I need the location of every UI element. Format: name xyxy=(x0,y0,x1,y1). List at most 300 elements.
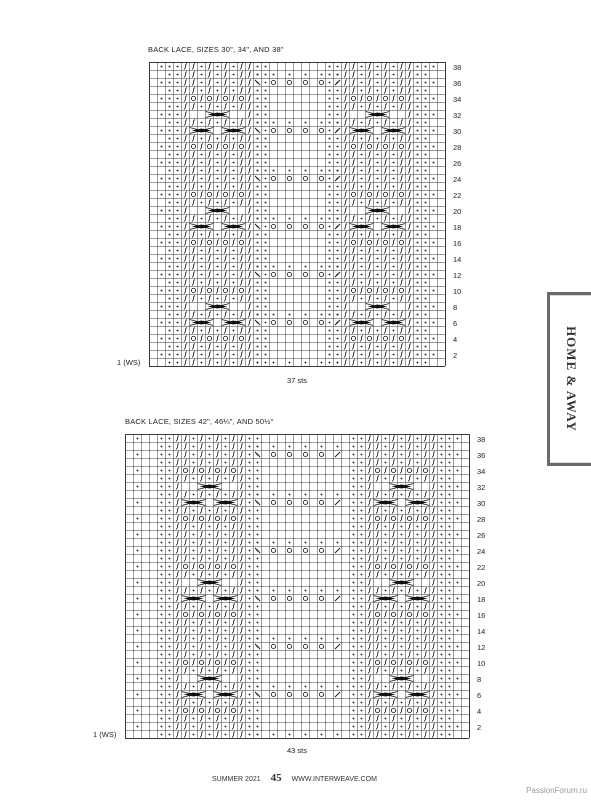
twisted-stitch-symbol xyxy=(224,176,227,182)
row-number: 34 xyxy=(453,95,462,104)
purl-dot-symbol xyxy=(393,266,395,268)
purl-dot-symbol xyxy=(265,322,267,324)
purl-dot-symbol xyxy=(137,598,139,600)
twisted-stitch-symbol xyxy=(200,476,203,482)
twisted-stitch-symbol xyxy=(240,72,243,78)
purl-dot-symbol xyxy=(449,590,451,592)
twisted-stitch-symbol xyxy=(360,144,363,150)
twisted-stitch-symbol xyxy=(240,668,243,674)
purl-dot-symbol xyxy=(385,534,387,536)
yarnover-symbol xyxy=(319,224,323,228)
purl-dot-symbol xyxy=(225,478,227,480)
twisted-stitch-symbol xyxy=(184,604,187,610)
twisted-stitch-symbol xyxy=(368,644,371,650)
twisted-stitch-symbol xyxy=(248,256,251,262)
purl-dot-symbol xyxy=(161,542,163,544)
purl-dot-symbol xyxy=(361,654,363,656)
purl-dot-symbol xyxy=(169,670,171,672)
twisted-stitch-symbol xyxy=(408,264,411,270)
twisted-stitch-symbol xyxy=(352,256,355,262)
twisted-stitch-symbol xyxy=(408,216,411,222)
yarnover-symbol xyxy=(383,144,387,148)
yarnover-symbol xyxy=(239,96,243,100)
purl-dot-symbol xyxy=(441,654,443,656)
twisted-stitch-symbol xyxy=(192,160,195,166)
twisted-stitch-symbol xyxy=(200,444,203,450)
twisted-stitch-symbol xyxy=(208,72,211,78)
twisted-stitch-symbol xyxy=(424,700,427,706)
purl-dot-symbol xyxy=(305,266,307,268)
purl-dot-symbol xyxy=(385,446,387,448)
twisted-stitch-symbol xyxy=(352,200,355,206)
yarnover-symbol xyxy=(287,692,291,696)
twisted-stitch-symbol xyxy=(248,120,251,126)
purl-dot-symbol xyxy=(417,670,419,672)
purl-dot-symbol xyxy=(441,630,443,632)
twisted-stitch-symbol xyxy=(424,628,427,634)
purl-dot-symbol xyxy=(265,170,267,172)
purl-dot-symbol xyxy=(169,186,171,188)
twisted-stitch-symbol xyxy=(344,208,347,214)
purl-dot-symbol xyxy=(137,662,139,664)
twisted-stitch-symbol xyxy=(344,88,347,94)
purl-dot-symbol xyxy=(177,146,179,148)
yarnover-symbol xyxy=(367,96,371,100)
twisted-stitch-symbol xyxy=(216,460,219,466)
twisted-stitch-symbol xyxy=(184,436,187,442)
purl-dot-symbol xyxy=(425,258,427,260)
twisted-stitch-symbol xyxy=(232,604,235,610)
yarnover-symbol xyxy=(287,80,291,84)
twisted-stitch-symbol xyxy=(400,360,403,366)
purl-dot-symbol xyxy=(289,638,291,640)
twisted-stitch-symbol xyxy=(240,572,243,578)
twisted-stitch-symbol xyxy=(200,668,203,674)
purl-dot-symbol xyxy=(417,322,419,324)
decrease-symbol xyxy=(335,500,340,505)
purl-dot-symbol xyxy=(177,226,179,228)
twisted-stitch-symbol xyxy=(408,312,411,318)
purl-dot-symbol xyxy=(401,606,403,608)
purl-dot-symbol xyxy=(177,258,179,260)
purl-dot-symbol xyxy=(441,710,443,712)
purl-dot-symbol xyxy=(169,210,171,212)
purl-dot-symbol xyxy=(417,82,419,84)
twisted-stitch-symbol xyxy=(408,184,411,190)
twisted-stitch-symbol xyxy=(368,556,371,562)
yarnover-symbol xyxy=(191,336,195,340)
purl-dot-symbol xyxy=(361,258,363,260)
twisted-stitch-symbol xyxy=(240,492,243,498)
twisted-stitch-symbol xyxy=(224,136,227,142)
twisted-stitch-symbol xyxy=(176,708,179,714)
purl-dot-symbol xyxy=(169,74,171,76)
purl-dot-symbol xyxy=(193,550,195,552)
twisted-stitch-symbol xyxy=(176,508,179,514)
purl-dot-symbol xyxy=(233,354,235,356)
purl-dot-symbol xyxy=(177,202,179,204)
decrease-symbol xyxy=(335,272,340,277)
purl-dot-symbol xyxy=(353,494,355,496)
twisted-stitch-symbol xyxy=(224,120,227,126)
purl-dot-symbol xyxy=(169,510,171,512)
twisted-stitch-symbol xyxy=(232,492,235,498)
purl-dot-symbol xyxy=(233,66,235,68)
purl-dot-symbol xyxy=(257,686,259,688)
decrease-symbol xyxy=(335,452,340,457)
decrease-symbol xyxy=(335,548,340,553)
footer-page-number: 45 xyxy=(270,772,282,784)
twisted-stitch-symbol xyxy=(240,524,243,530)
purl-dot-symbol xyxy=(457,630,459,632)
purl-dot-symbol xyxy=(273,314,275,316)
twisted-stitch-symbol xyxy=(384,160,387,166)
twisted-stitch-symbol xyxy=(208,200,211,206)
twisted-stitch-symbol xyxy=(368,280,371,286)
twisted-stitch-symbol xyxy=(224,328,227,334)
yarnover-symbol xyxy=(367,240,371,244)
twisted-stitch-symbol xyxy=(240,272,243,278)
twisted-stitch-symbol xyxy=(432,492,435,498)
twisted-stitch-symbol xyxy=(224,232,227,238)
purl-dot-symbol xyxy=(417,114,419,116)
purl-dot-symbol xyxy=(177,74,179,76)
twisted-stitch-symbol xyxy=(432,668,435,674)
purl-dot-symbol xyxy=(193,646,195,648)
purl-dot-symbol xyxy=(265,154,267,156)
twisted-stitch-symbol xyxy=(216,524,219,530)
yarnover-symbol xyxy=(287,452,291,456)
purl-dot-symbol xyxy=(337,66,339,68)
twisted-stitch-symbol xyxy=(432,572,435,578)
purl-dot-symbol xyxy=(193,734,195,736)
purl-dot-symbol xyxy=(417,606,419,608)
purl-dot-symbol xyxy=(217,282,219,284)
twisted-stitch-symbol xyxy=(408,644,411,650)
twisted-stitch-symbol xyxy=(184,336,187,342)
twisted-stitch-symbol xyxy=(184,152,187,158)
purl-dot-symbol xyxy=(337,122,339,124)
row-number: 8 xyxy=(453,303,458,312)
purl-dot-symbol xyxy=(169,226,171,228)
purl-dot-symbol xyxy=(233,138,235,140)
purl-dot-symbol xyxy=(161,734,163,736)
twisted-stitch-symbol xyxy=(184,320,187,326)
twisted-stitch-symbol xyxy=(352,360,355,366)
purl-dot-symbol xyxy=(417,654,419,656)
twisted-stitch-symbol xyxy=(184,128,187,134)
purl-dot-symbol xyxy=(321,638,323,640)
twisted-stitch-symbol xyxy=(400,468,403,474)
twisted-stitch-symbol xyxy=(184,192,187,198)
row-number: 36 xyxy=(477,451,486,460)
purl-dot-symbol xyxy=(257,558,259,560)
twisted-stitch-symbol xyxy=(184,160,187,166)
purl-dot-symbol xyxy=(137,534,139,536)
purl-dot-symbol xyxy=(377,74,379,76)
twisted-stitch-symbol xyxy=(368,716,371,722)
yarnover-symbol xyxy=(319,548,323,552)
twisted-stitch-symbol xyxy=(232,144,235,150)
purl-dot-symbol xyxy=(433,178,435,180)
twisted-stitch-symbol xyxy=(176,468,179,474)
purl-dot-symbol xyxy=(193,638,195,640)
purl-dot-symbol xyxy=(305,362,307,364)
twisted-stitch-symbol xyxy=(344,144,347,150)
twisted-stitch-symbol xyxy=(184,72,187,78)
twisted-stitch-symbol xyxy=(408,200,411,206)
purl-dot-symbol xyxy=(137,550,139,552)
twisted-stitch-symbol xyxy=(184,280,187,286)
twisted-stitch-symbol xyxy=(184,304,187,310)
twisted-stitch-symbol xyxy=(376,548,379,554)
purl-dot-symbol xyxy=(201,330,203,332)
twisted-stitch-symbol xyxy=(192,344,195,350)
purl-dot-symbol xyxy=(249,486,251,488)
twisted-stitch-symbol xyxy=(432,596,435,602)
twisted-stitch-symbol xyxy=(408,280,411,286)
twisted-stitch-symbol xyxy=(360,240,363,246)
twisted-stitch-symbol xyxy=(176,716,179,722)
purl-dot-symbol xyxy=(201,162,203,164)
purl-dot-symbol xyxy=(385,574,387,576)
yarnover-symbol xyxy=(223,240,227,244)
purl-dot-symbol xyxy=(209,494,211,496)
twisted-stitch-symbol xyxy=(424,444,427,450)
purl-dot-symbol xyxy=(217,202,219,204)
purl-dot-symbol xyxy=(401,702,403,704)
purl-dot-symbol xyxy=(337,362,339,364)
twisted-stitch-symbol xyxy=(248,320,251,326)
twisted-stitch-symbol xyxy=(248,136,251,142)
twisted-stitch-symbol xyxy=(240,716,243,722)
purl-dot-symbol xyxy=(329,154,331,156)
twisted-stitch-symbol xyxy=(384,64,387,70)
twisted-stitch-symbol xyxy=(216,532,219,538)
twisted-stitch-symbol xyxy=(424,436,427,442)
purl-dot-symbol xyxy=(417,314,419,316)
purl-dot-symbol xyxy=(329,186,331,188)
twisted-stitch-symbol xyxy=(408,272,411,278)
purl-dot-symbol xyxy=(217,330,219,332)
twisted-stitch-symbol xyxy=(344,240,347,246)
yarnover-symbol xyxy=(239,240,243,244)
purl-dot-symbol xyxy=(169,194,171,196)
purl-dot-symbol xyxy=(249,454,251,456)
purl-dot-symbol xyxy=(417,534,419,536)
purl-dot-symbol xyxy=(225,654,227,656)
decrease-symbol xyxy=(335,692,340,697)
yarnover-symbol xyxy=(303,692,307,696)
yarnover-symbol xyxy=(391,708,395,712)
twisted-stitch-symbol xyxy=(432,452,435,458)
twisted-stitch-symbol xyxy=(424,668,427,674)
twisted-stitch-symbol xyxy=(248,288,251,294)
purl-dot-symbol xyxy=(161,590,163,592)
purl-dot-symbol xyxy=(353,614,355,616)
row-number: 36 xyxy=(453,79,462,88)
twisted-stitch-symbol xyxy=(432,524,435,530)
row-number: 38 xyxy=(453,63,462,72)
row-number: 18 xyxy=(453,223,462,232)
yarnover-symbol xyxy=(215,660,219,664)
twisted-stitch-symbol xyxy=(232,452,235,458)
twisted-stitch-symbol xyxy=(368,344,371,350)
twisted-stitch-symbol xyxy=(424,476,427,482)
purl-dot-symbol xyxy=(441,566,443,568)
twisted-stitch-symbol xyxy=(344,168,347,174)
twisted-stitch-symbol xyxy=(216,572,219,578)
purl-dot-symbol xyxy=(177,186,179,188)
purl-dot-symbol xyxy=(361,526,363,528)
purl-dot-symbol xyxy=(353,662,355,664)
purl-dot-symbol xyxy=(329,114,331,116)
row-number: 12 xyxy=(477,643,486,652)
purl-dot-symbol xyxy=(177,90,179,92)
twisted-stitch-symbol xyxy=(192,312,195,318)
twisted-stitch-symbol xyxy=(224,612,227,618)
twisted-stitch-symbol xyxy=(200,96,203,102)
purl-dot-symbol xyxy=(417,122,419,124)
purl-dot-symbol xyxy=(393,234,395,236)
twisted-stitch-symbol xyxy=(208,468,211,474)
twisted-stitch-symbol xyxy=(184,208,187,214)
purl-dot-symbol xyxy=(321,734,323,736)
purl-dot-symbol xyxy=(393,298,395,300)
twisted-stitch-symbol xyxy=(376,716,379,722)
twisted-stitch-symbol xyxy=(392,532,395,538)
purl-dot-symbol xyxy=(425,114,427,116)
row-number: 26 xyxy=(453,159,462,168)
purl-dot-symbol xyxy=(385,726,387,728)
purl-dot-symbol xyxy=(377,82,379,84)
purl-dot-symbol xyxy=(361,138,363,140)
twisted-stitch-symbol xyxy=(184,532,187,538)
purl-dot-symbol xyxy=(233,298,235,300)
yarnover-symbol xyxy=(407,612,411,616)
purl-dot-symbol xyxy=(361,462,363,464)
purl-dot-symbol xyxy=(161,710,163,712)
knitting-chart-2 xyxy=(125,434,469,738)
purl-dot-symbol xyxy=(321,170,323,172)
purl-dot-symbol xyxy=(337,258,339,260)
purl-dot-symbol xyxy=(353,542,355,544)
purl-dot-symbol xyxy=(193,726,195,728)
yarnover-symbol xyxy=(231,612,235,616)
twisted-stitch-symbol xyxy=(408,160,411,166)
purl-dot-symbol xyxy=(417,558,419,560)
purl-dot-symbol xyxy=(257,194,259,196)
purl-dot-symbol xyxy=(393,250,395,252)
purl-dot-symbol xyxy=(161,130,163,132)
twisted-stitch-symbol xyxy=(408,652,411,658)
purl-dot-symbol xyxy=(425,162,427,164)
purl-dot-symbol xyxy=(433,322,435,324)
twisted-stitch-symbol xyxy=(408,208,411,214)
purl-dot-symbol xyxy=(169,90,171,92)
twisted-stitch-symbol xyxy=(368,620,371,626)
twisted-stitch-symbol xyxy=(352,72,355,78)
purl-dot-symbol xyxy=(161,82,163,84)
twisted-stitch-symbol xyxy=(408,88,411,94)
twisted-stitch-symbol xyxy=(184,144,187,150)
twisted-stitch-symbol xyxy=(384,352,387,358)
purl-dot-symbol xyxy=(193,558,195,560)
purl-dot-symbol xyxy=(337,590,339,592)
purl-dot-symbol xyxy=(425,66,427,68)
yarnover-symbol xyxy=(223,288,227,292)
twisted-stitch-symbol xyxy=(176,676,179,682)
twisted-stitch-symbol xyxy=(176,692,179,698)
twisted-stitch-symbol xyxy=(176,476,179,482)
purl-dot-symbol xyxy=(441,718,443,720)
twisted-stitch-symbol xyxy=(248,64,251,70)
twisted-stitch-symbol xyxy=(184,732,187,738)
twisted-stitch-symbol xyxy=(184,224,187,230)
purl-dot-symbol xyxy=(193,654,195,656)
twisted-stitch-symbol xyxy=(344,176,347,182)
twisted-stitch-symbol xyxy=(240,352,243,358)
twisted-stitch-symbol xyxy=(240,232,243,238)
twisted-stitch-symbol xyxy=(408,556,411,562)
purl-dot-symbol xyxy=(417,90,419,92)
yarnover-symbol xyxy=(399,336,403,340)
purl-dot-symbol xyxy=(161,622,163,624)
purl-dot-symbol xyxy=(169,526,171,528)
twisted-stitch-symbol xyxy=(392,620,395,626)
purl-dot-symbol xyxy=(249,502,251,504)
purl-dot-symbol xyxy=(209,478,211,480)
twisted-stitch-symbol xyxy=(240,588,243,594)
row-number: 6 xyxy=(453,319,458,328)
purl-dot-symbol xyxy=(233,274,235,276)
twisted-stitch-symbol xyxy=(184,452,187,458)
twisted-stitch-symbol xyxy=(392,548,395,554)
purl-dot-symbol xyxy=(161,646,163,648)
yarnover-symbol xyxy=(407,660,411,664)
twisted-stitch-symbol xyxy=(408,532,411,538)
purl-dot-symbol xyxy=(449,478,451,480)
yarnover-symbol xyxy=(271,644,275,648)
yarnover-symbol xyxy=(215,516,219,520)
purl-dot-symbol xyxy=(161,686,163,688)
twisted-stitch-symbol xyxy=(240,500,243,506)
purl-dot-symbol xyxy=(417,258,419,260)
twisted-stitch-symbol xyxy=(240,660,243,666)
purl-dot-symbol xyxy=(417,686,419,688)
twisted-stitch-symbol xyxy=(184,272,187,278)
twisted-stitch-symbol xyxy=(200,644,203,650)
purl-dot-symbol xyxy=(449,582,451,584)
purl-dot-symbol xyxy=(417,438,419,440)
purl-dot-symbol xyxy=(401,622,403,624)
row-number: 20 xyxy=(477,579,486,588)
yarnover-symbol xyxy=(191,96,195,100)
twisted-stitch-symbol xyxy=(248,152,251,158)
twisted-stitch-symbol xyxy=(384,264,387,270)
twisted-stitch-symbol xyxy=(344,96,347,102)
twisted-stitch-symbol xyxy=(352,312,355,318)
twisted-stitch-symbol xyxy=(200,192,203,198)
twisted-stitch-symbol xyxy=(424,604,427,610)
twisted-stitch-symbol xyxy=(240,200,243,206)
purl-dot-symbol xyxy=(449,486,451,488)
purl-dot-symbol xyxy=(177,322,179,324)
purl-dot-symbol xyxy=(425,202,427,204)
yarnover-symbol xyxy=(287,272,291,276)
purl-dot-symbol xyxy=(305,494,307,496)
twisted-stitch-symbol xyxy=(408,72,411,78)
